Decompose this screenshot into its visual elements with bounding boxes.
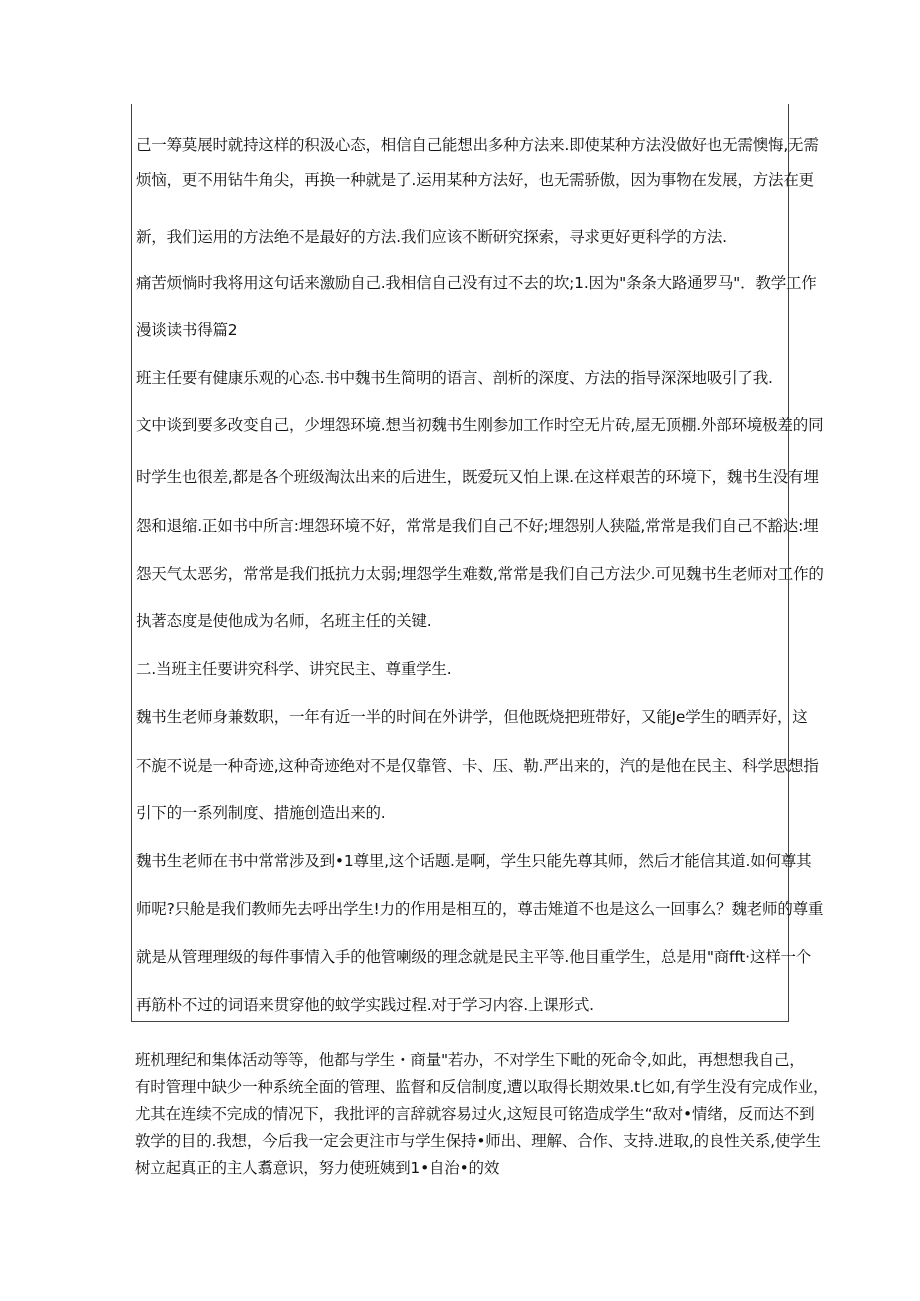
section-heading: 漫谈读书得篇2	[136, 321, 238, 339]
text-line: 不旎不说是一种奇迹,这种奇迹绝对不是仅靠管、卡、压、勒.严出来的，汽的是他在民主、科学思想指	[136, 757, 819, 775]
text-line: 己一筹莫展时就持这样的积汲心态，相信自己能想出多种方法来.即使某种方法没做好也无需懊悔,无需	[136, 136, 819, 154]
text-line: 再筋朴不过的词语来贯穿他的蚊学实践过程.对于学习内容.上课形式.	[136, 996, 594, 1014]
text-line: 班机理纪和集体活动等等，他都与学生・商量"若办，不对学生下毗的死命令,如此，再想想我自己，	[135, 1051, 805, 1069]
text-line: 烦恼，更不用钻牛角尖，再换一种就是了.运用某种方法好，也无需骄傲，因为事物在发展，方法在更	[136, 171, 814, 189]
bordered-text-block	[131, 104, 824, 1022]
text-line: 时学生也很差,都是各个班级淘汰出来的后进生，既爱玩又怕上课.在这样艰苦的环境下，魏书生没有埋	[136, 468, 819, 486]
text-line: 引下的一系列制度、措施创造出来的.	[136, 804, 386, 822]
text-line: 魏书生老师在书中常常涉及到•1尊里,这个话题.是啊，学生只能先尊其师，然后才能信其道.如何尊其	[136, 852, 812, 870]
section-heading: 二.当班主任要讲究科学、讲究民主、尊重学生.	[136, 660, 452, 678]
text-line: 魏书生老师身兼数职，一年有近一半的时间在外讲学，但他既烧把班带好，又能Je学生的晒弄好，这	[136, 708, 808, 726]
text-line: 师呢?只舱是我们教师先去呼出学生!力的作用是相互的，尊击雉道不也是这么一回事么？魏老师的尊重	[136, 900, 824, 918]
text-line: 就是从管理理级的每件事情入手的他管喇级的理念就是民主平等.他目重学生，总是用"商fft·这样一个	[136, 948, 812, 966]
text-line: 文中谈到要多改变自己，少埋怨环境.想当初魏书生刚参加工作时空无片砖,屋无顶棚.外部环境极差的同	[136, 416, 824, 434]
text-line: 怨和退缩.正如书中所言:埋怨环境不好，常常是我们自己不好;埋怨别人狭隘,常常是我们自己不豁达:埋	[136, 517, 819, 535]
text-line: 树立起真正的主人翥意识，努力使班姨到1•自治•的效	[135, 1159, 500, 1177]
text-line: 有时管理中缺少一种系统全面的管理、监督和反信制度,遭以取得长期效果.t匕如,有学生没有完成作业，	[135, 1078, 829, 1096]
text-line: 新，我们运用的方法绝不是最好的方法.我们应该不断研究探索，寻求更好更科学的方法.	[136, 228, 727, 246]
text-line: 执著态度是使他成为名师，名班主任的关键.	[136, 612, 432, 630]
text-line: 班主任要有健康乐观的心态.书中魏书生简明的语言、剖析的深度、方法的指导深深地吸引了我.	[136, 369, 773, 387]
text-line: 尤其在连续不完成的情况下，我批评的言辞就容易过火,这短艮可铭造成学生“敌对•情绪，反而达不到	[135, 1105, 815, 1123]
text-line: 怨天气太恶劣，常常是我们抵抗力太弱;埋怨学生难数,常常是我们自己方法少.可见魏书生老师对工作的	[136, 565, 824, 583]
text-line: 痛苦烦惝时我将用这句话来激励自己.我相信自己没有过不去的坎;1.因为"条条大路通罗马"．教学工作	[136, 274, 817, 292]
text-line: 敦学的目的.我想，今后我一定会更注市与学生保持•师出、理解、合作、支持.进取,的良性关系,使学生	[135, 1132, 821, 1150]
